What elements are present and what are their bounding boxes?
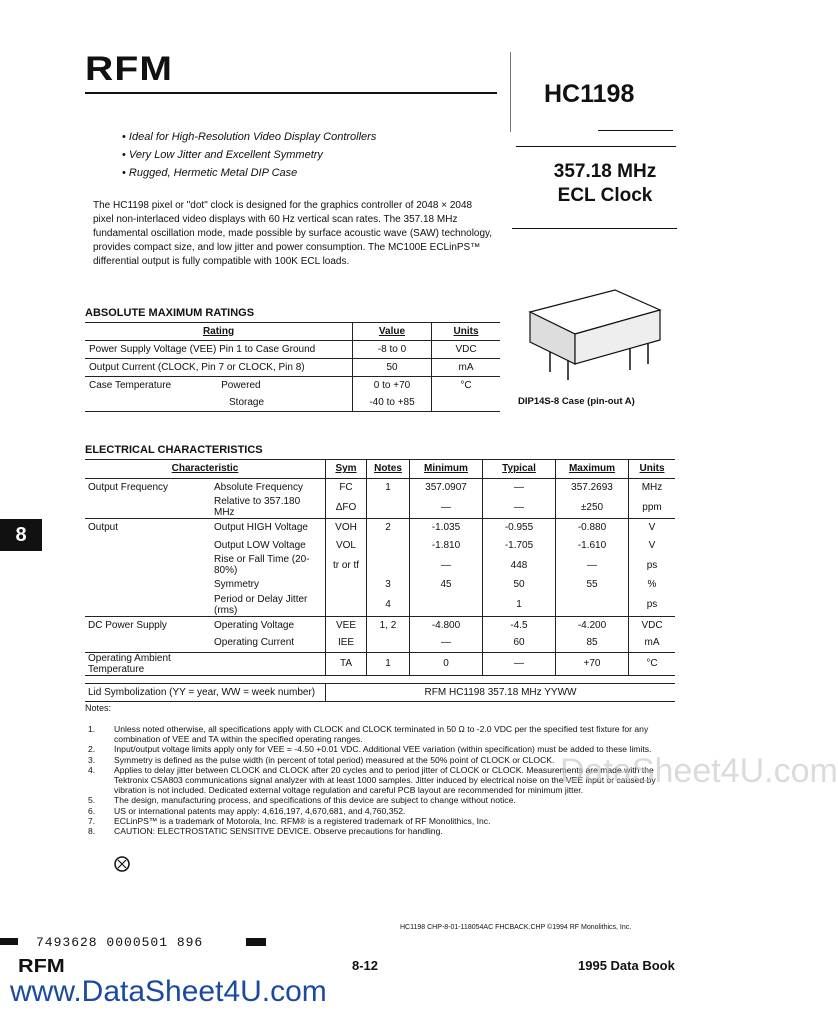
watermark-faint: DataSheet4U.com [560, 752, 838, 790]
note-number: 7. [88, 815, 96, 826]
table-row [85, 496, 675, 519]
note-number: 5. [88, 795, 96, 806]
part-rule [598, 130, 673, 131]
ec-cell-group: DC Power Supply [88, 619, 167, 631]
ec-cell-notes: 1 [367, 652, 410, 675]
table-row [85, 537, 675, 555]
ec-cell-units: mA [629, 634, 676, 652]
note-number: 2. [88, 744, 96, 755]
doc-code: HC1198 CHP-8-01-118054AC FHCBACK.CHP ©1994 RF Monolithics, Inc. [400, 924, 632, 931]
amr-header-value: Value [353, 323, 432, 341]
note-number: 6. [88, 805, 96, 816]
ec-cell-group [85, 496, 211, 519]
feature-item: • Very Low Jitter and Excellent Symmetry [122, 146, 376, 164]
amr-cell: VDC [432, 341, 501, 359]
note-item [88, 806, 688, 816]
amr-cell: Power Supply Voltage (VEE) Pin 1 to Case Ground [89, 344, 316, 355]
amr-cell: 50 [353, 359, 432, 377]
ec-cell-min: 0 [410, 652, 483, 675]
freq-rule-bottom [512, 228, 677, 229]
amr-cell [432, 394, 501, 412]
part-number: HC1198 [544, 80, 635, 108]
ec-cell-min: 357.0907 [410, 478, 483, 496]
note-text: Applies to delay jitter between CLOCK and CLOCK after 20 cycles and to period jitter of CLOCK or CLOCK. Measurements are made with the Tektronix CSA803 communications signal analyzer with at least 1000 samples. Jitter induced by electrical noise on the VEE input or caused by vibration is not included. Dedicated external voltage regulation and careful PCB layout are recommended for minimum jitter. [114, 764, 656, 796]
note-item [88, 795, 688, 805]
amr-table [85, 322, 500, 412]
amr-header-units: Units [432, 323, 501, 341]
ec-cell-max: 357.2693 [556, 478, 629, 496]
feature-item: • Rugged, Hermetic Metal DIP Case [122, 164, 376, 182]
note-number: 3. [88, 754, 96, 765]
note-item [88, 724, 688, 744]
ec-cell-group: Output Frequency [88, 481, 169, 493]
ec-cell-sym: FC [326, 478, 367, 496]
ec-cell-min: -1.810 [410, 537, 483, 555]
amr-cell: -8 to 0 [353, 341, 432, 359]
ec-cell-units: ps [629, 554, 676, 576]
ec-cell-max [556, 594, 629, 617]
ec-cell-notes: 4 [367, 594, 410, 617]
part-box-left [510, 52, 511, 132]
ec-cell-typ: — [483, 652, 556, 675]
freq-rule-top [516, 146, 676, 147]
ec-cell-group [85, 594, 211, 617]
table-row [85, 652, 675, 675]
note-text: US or international patents may apply: 4,616,197, 4,670,681, and 4,760,352. [114, 805, 406, 816]
ec-cell-group [85, 554, 211, 576]
table-row [85, 359, 500, 377]
package-caption: DIP14S-8 Case (pin-out A) [518, 396, 635, 407]
ec-cell-typ: 448 [483, 554, 556, 576]
ec-cell-param: Period or Delay Jitter (rms) [214, 593, 308, 616]
ec-cell-units: ppm [629, 496, 676, 519]
amr-title: ABSOLUTE MAXIMUM RATINGS [85, 307, 255, 319]
ec-cell-sym: TA [326, 652, 367, 675]
table-row [85, 634, 675, 652]
intro-paragraph: The HC1198 pixel or "dot" clock is designed for the graphics controller of 2048 × 2048 pixel non-interlaced video displays with 60 Hz vertical scan rates. The 357.18 MHz fundamental oscillation mode, made possible by surface acoustic wave (SAW) technology, provides compact size, and low jitter and power consumption. The MC100E ECLinPS™ differential output is fully compatible with 100K ECL loads. [93, 200, 493, 267]
ec-cell-notes: 1, 2 [367, 616, 410, 634]
ec-table [85, 459, 675, 702]
note-text: Symmetry is defined as the pulse width (in percent of total period) measured at the 50% point of CLOCK or CLOCK. [114, 754, 555, 765]
ec-cell-max: -0.880 [556, 519, 629, 537]
ec-cell-typ: 60 [483, 634, 556, 652]
table-row [85, 394, 500, 412]
book-title: 1995 Data Book [578, 958, 675, 973]
ec-cell-param: Rise or Fall Time (20-80%) [214, 554, 310, 576]
ec-cell-typ: — [483, 478, 556, 496]
ec-cell-units: % [629, 576, 676, 594]
ec-header-min: Minimum [410, 460, 483, 479]
table-row [85, 594, 675, 617]
amr-cell: Output Current (CLOCK, Pin 7 or CLOCK, Pin 8) [89, 362, 305, 373]
ec-cell-notes: 1 [367, 478, 410, 496]
ec-cell-typ: 1 [483, 594, 556, 617]
lid-label: Lid Symbolization (YY = year, WW = week number) [88, 686, 316, 698]
ec-cell-min: -1.035 [410, 519, 483, 537]
table-row [85, 478, 675, 496]
ec-cell-group [85, 576, 211, 594]
ec-cell-notes [367, 496, 410, 519]
amr-cell: Powered [221, 380, 261, 391]
ec-cell-max: ±250 [556, 496, 629, 519]
amr-cell: Storage [229, 397, 265, 408]
watermark-link[interactable]: www.DataSheet4U.com [10, 975, 327, 1008]
ec-cell-min: 45 [410, 576, 483, 594]
ec-cell-sym [326, 594, 367, 617]
ec-cell-typ: 50 [483, 576, 556, 594]
note-number: 4. [88, 764, 96, 775]
table-row [85, 554, 675, 576]
header-rule [85, 92, 497, 94]
footer-logo: RFM [18, 956, 65, 976]
amr-cell: -40 to +85 [353, 394, 432, 412]
barcode-text: 7493628 0000501 896 [36, 935, 204, 950]
ec-cell-max: 85 [556, 634, 629, 652]
feature-list [122, 128, 376, 182]
ec-header-sym: Sym [326, 460, 367, 479]
ec-cell-max: -1.610 [556, 537, 629, 555]
note-number: 1. [88, 724, 96, 734]
ec-cell-typ: -0.955 [483, 519, 556, 537]
ec-cell-param: Output LOW Voltage [214, 539, 306, 551]
ec-cell-param [211, 652, 326, 675]
ec-cell-typ: -4.5 [483, 616, 556, 634]
ec-cell-notes [367, 634, 410, 652]
lid-row [85, 683, 675, 702]
ec-cell-param: Operating Current [214, 637, 295, 649]
esd-caution-icon [112, 854, 132, 874]
ec-cell-max: — [556, 554, 629, 576]
note-text: CAUTION: ELECTROSTATIC SENSITIVE DEVICE. Observe precautions for handling. [114, 826, 443, 837]
ec-cell-param: Relative to 357.180 MHz [214, 496, 301, 518]
note-item [88, 826, 688, 836]
ec-cell-group [85, 537, 211, 555]
rfm-logo: RFM [85, 50, 174, 88]
note-number: 8. [88, 826, 96, 837]
barcode-mark-left [0, 938, 18, 945]
table-row [85, 519, 675, 537]
ec-cell-units: °C [629, 652, 676, 675]
notes-title: Notes: [85, 703, 112, 713]
frequency-title: 357.18 MHz ECL Clock [553, 161, 657, 206]
ec-cell-param: Output HIGH Voltage [214, 522, 308, 534]
ec-cell-sym: VOH [326, 519, 367, 537]
ec-cell-max: -4.200 [556, 616, 629, 634]
section-tab: 8 [0, 519, 42, 551]
ec-cell-sym: tr or tf [326, 554, 367, 576]
ec-cell-notes: 2 [367, 519, 410, 537]
lid-value: RFM HC1198 357.18 MHz YYWW [326, 683, 676, 702]
ec-cell-units: MHz [629, 478, 676, 496]
feature-item: • Ideal for High-Resolution Video Display Controllers [122, 128, 376, 146]
ec-cell-sym [326, 576, 367, 594]
ec-cell-param: Operating Voltage [214, 619, 295, 631]
ec-cell-min: — [410, 496, 483, 519]
page-number: 8-12 [352, 958, 379, 973]
table-row [85, 377, 500, 395]
ec-cell-min: — [410, 554, 483, 576]
ec-cell-min: — [410, 634, 483, 652]
ec-title: ELECTRICAL CHARACTERISTICS [85, 444, 263, 456]
note-text: ECLinPS™ is a trademark of Motorola, Inc. RFM® is a registered trademark of RF Monolithics, Inc. [114, 815, 491, 826]
ec-header-units: Units [629, 460, 676, 479]
ec-cell-typ: — [483, 496, 556, 519]
table-row [85, 576, 675, 594]
note-text: The design, manufacturing process, and specifications of this device are subject to change without notice. [114, 795, 516, 806]
ec-cell-max: 55 [556, 576, 629, 594]
dip-package-image [520, 282, 670, 392]
ec-cell-sym: VEE [326, 616, 367, 634]
ec-cell-min [410, 594, 483, 617]
ec-cell-units: V [629, 519, 676, 537]
note-text: Unless noted otherwise, all specifications apply with CLOCK and CLOCK terminated in 50 Ω to -2.0 VDC per the specified test fixture for any combination of VEE and TA within the specified operating ranges. [114, 724, 649, 745]
amr-cell: 0 to +70 [353, 377, 432, 395]
table-row [85, 616, 675, 634]
ec-cell-param: Symmetry [214, 579, 259, 591]
ec-cell-group [85, 634, 211, 652]
ec-cell-group: Output [88, 522, 119, 534]
ec-cell-sym: IEE [326, 634, 367, 652]
ec-cell-sym: VOL [326, 537, 367, 555]
table-row [85, 341, 500, 359]
ec-header-characteristic: Characteristic [171, 463, 239, 475]
note-text: Input/output voltage limits apply only for VEE = -4.50 +0.01 VDC. Additional VEE variation (within specification) must be added to these limits. [114, 744, 652, 755]
ec-cell-units: VDC [629, 616, 676, 634]
barcode-mark-right [246, 938, 266, 946]
note-item [88, 816, 688, 826]
ec-cell-notes [367, 554, 410, 576]
ec-cell-units: ps [629, 594, 676, 617]
ec-cell-max: +70 [556, 652, 629, 675]
ec-cell-min: -4.800 [410, 616, 483, 634]
ec-cell-notes: 3 [367, 576, 410, 594]
ec-cell-sym: ΔFO [326, 496, 367, 519]
ec-cell-notes [367, 537, 410, 555]
amr-cell: °C [432, 377, 501, 395]
amr-cell: mA [432, 359, 501, 377]
ec-cell-units: V [629, 537, 676, 555]
amr-cell: Case Temperature [89, 380, 172, 391]
ec-header-typ: Typical [483, 460, 556, 479]
amr-header-rating: Rating [202, 326, 235, 337]
ec-cell-typ: -1.705 [483, 537, 556, 555]
ec-cell-param: Absolute Frequency [214, 481, 303, 493]
ec-header-notes: Notes [367, 460, 410, 479]
ec-header-max: Maximum [556, 460, 629, 479]
ec-cell-group: Operating Ambient Temperature [88, 652, 171, 675]
